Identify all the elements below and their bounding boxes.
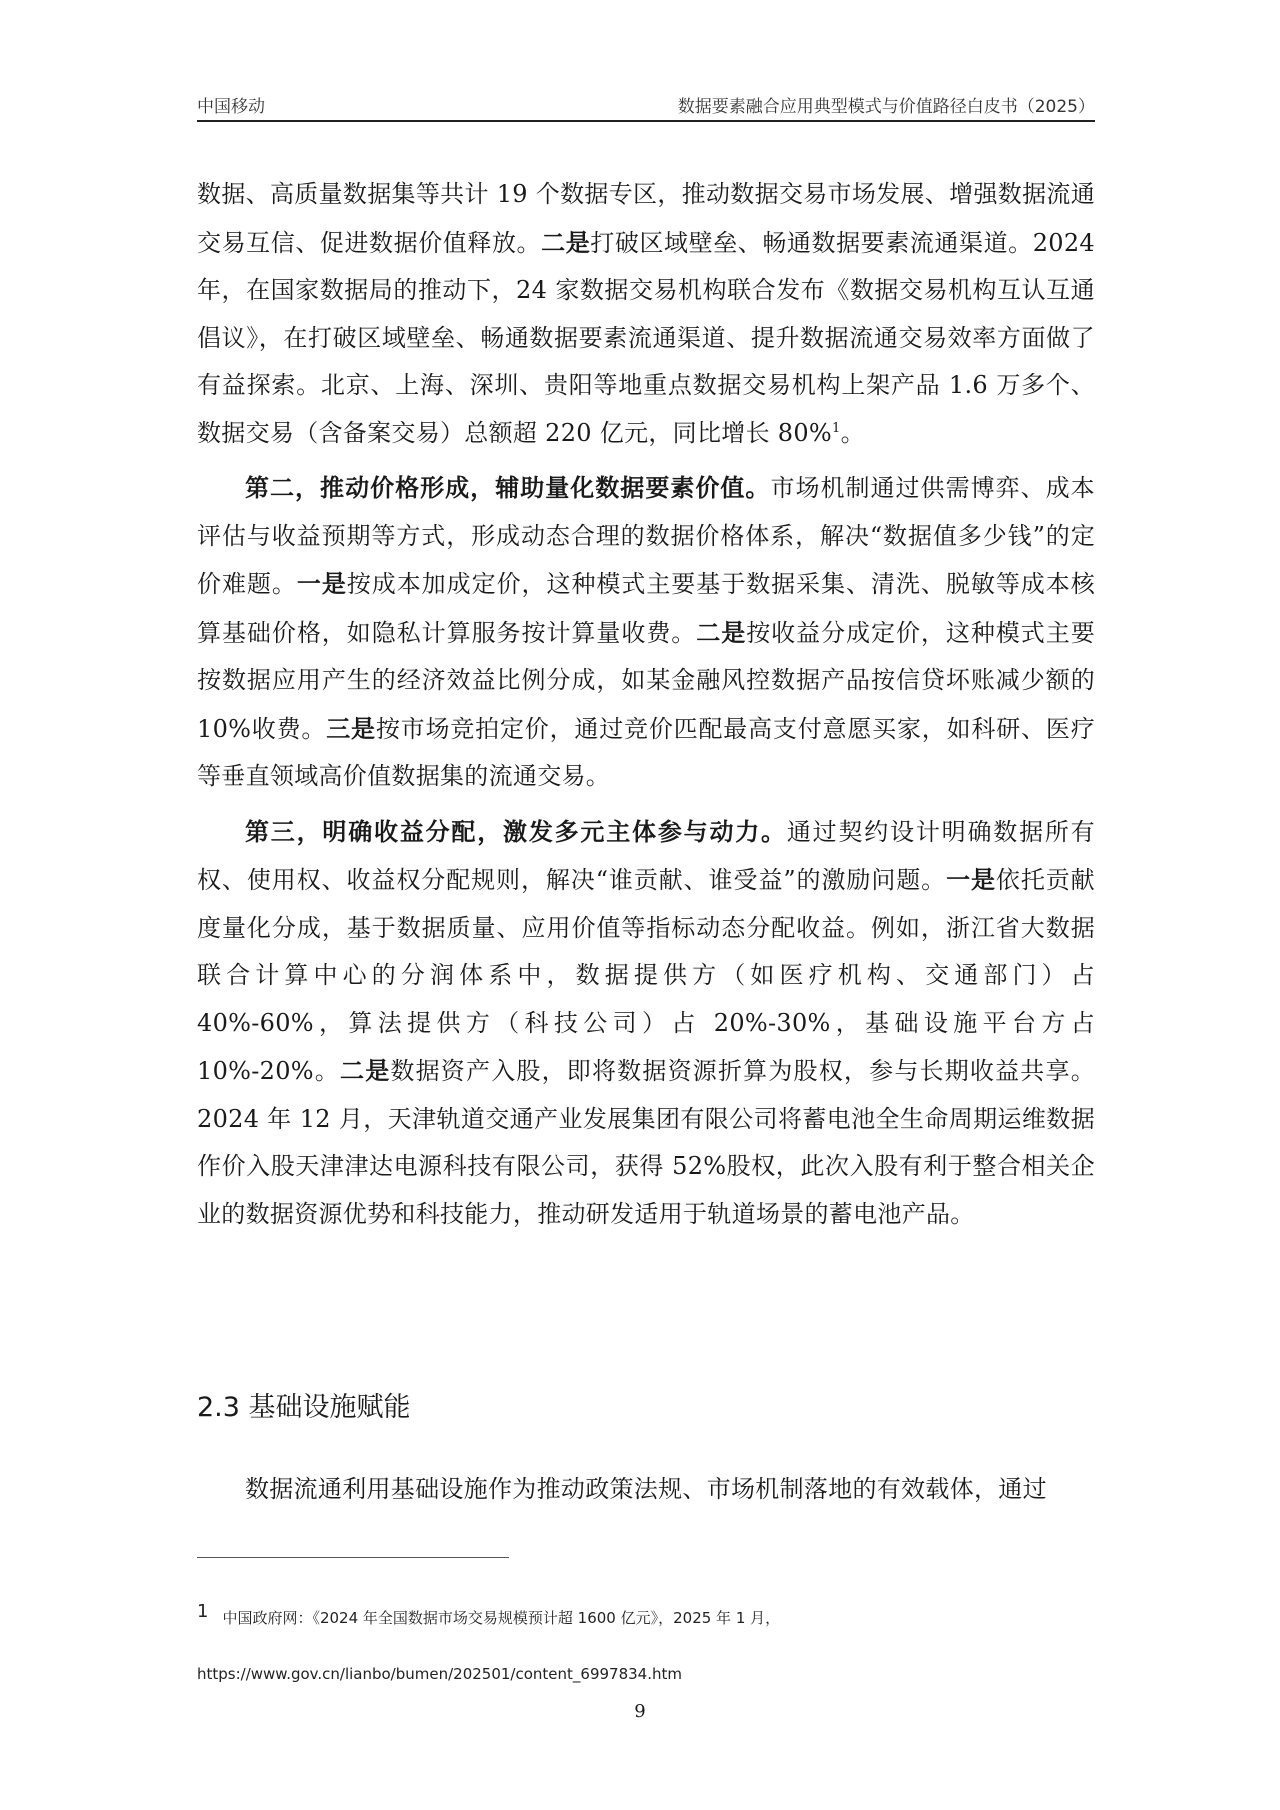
para3-text-b: 依托贡献度量化分成，基于数据质量、应用价值等指标动态分配收益。例如，浙江省大数据联合计算中心的分润体系中，数据提供方（如医疗机构、交通部门）占 40%-60%，算法提供方（科技公司）占 20%-30%，基础设施平台方占 10%-20%。 — [197, 866, 1095, 1085]
body-text — [197, 171, 1095, 1238]
section-heading: 2.3 基础设施赋能 — [197, 1392, 411, 1423]
para3-text-a: 通过契约设计明确数据所有权、使用权、收益权分配规则，解决“谁贡献、谁受益”的激励问题。 — [197, 817, 1095, 894]
footnote-reference: 1 — [832, 420, 841, 436]
footnote — [197, 1584, 1095, 1702]
para2-bold-c: 三是 — [326, 713, 376, 743]
para2-text-c: 按收益分成定价，这种模式主要按数据应用产生的经济效益比例分成，如某金融风控数据产品按信贷坏账减少额的 10%收费。 — [197, 618, 1095, 743]
header-right: 数据要素融合应用典型模式与价值路径白皮书（2025） — [677, 97, 1095, 117]
footnote-url[interactable]: https://www.gov.cn/lianbo/bumen/202501/content_6997834.htm — [197, 1665, 682, 1683]
page-number: 9 — [634, 1701, 646, 1722]
para3-lead: 第三，明确收益分配，激发多元主体参与动力。 — [245, 816, 787, 846]
footnote-mark: 1 — [197, 1601, 209, 1622]
section-first-line: 数据流通利用基础设施作为推动政策法规、市场机制落地的有效载体，通过 — [245, 1475, 1047, 1503]
para2-text-a: 市场机制通过供需博弈、成本评估与收益预期等方式，形成动态合理的数据价格体系，解决“数据值多少钱”的定价难题。 — [197, 474, 1095, 598]
header-rule — [197, 120, 1095, 122]
para2-lead: 第二，推动价格形成，辅助量化数据要素价值。 — [245, 473, 771, 502]
para2-text-b: 按成本加成定价，这种模式主要基于数据采集、清洗、脱敏等成本核算基础价格，如隐私计算服务按计算量收费。 — [197, 570, 1096, 647]
para3-bold-a: 一是 — [946, 865, 996, 894]
para1-text-end: 。 — [840, 418, 865, 447]
header-left: 中国移动 — [197, 97, 265, 117]
footnote-text: 中国政府网：《2024 年全国数据市场交易规模预计超 1600 亿元》，2025 年 1 月， — [222, 1609, 781, 1627]
paragraph-2 — [197, 464, 1095, 801]
page-header — [197, 92, 1095, 120]
para2-bold-b: 二是 — [696, 617, 747, 647]
paragraph-3 — [197, 808, 1095, 1239]
para1-text-b: 打破区域壁垒、畅通数据要素流通渠道。2024 年，在国家数据局的推动下，24 家数据交易机构联合发布《数据交易机构互认互通倡议》，在打破区域壁垒、畅通数据要素流通渠道、提升数据流通交易效率方面做了有益探索。北京、上海、深圳、贵阳等地重点数据交易机构上架产品 1.6 万多个、数据交易（含备案交易）总额超 220 亿元，同比增长 80% — [197, 228, 1096, 447]
para1-text-a: 数据、高质量数据集等共计 19 个数据专区，推动数据交易市场发展、增强数据流通交易互信、促进数据价值释放。 — [197, 180, 1095, 257]
footnote-rule — [197, 1557, 509, 1558]
footnote-line-1 — [197, 1584, 1095, 1646]
para2-bold-a: 一是 — [296, 569, 347, 598]
paragraph-1 — [197, 171, 1095, 457]
para3-bold-b: 二是 — [340, 1056, 391, 1085]
para3-text-c: 数据资产入股，即将数据资源折算为股权，参与长期收益共享。2024 年 12 月，天津轨道交通产业发展集团有限公司将蓄电池全生命周期运维数据作价入股天津津达电源科技有限公司，获得 52%股权，此次入股有利于整合相关企业的数据资源优势和科技能力，推动研发适用于轨道场景的蓄电池产品。 — [197, 1057, 1096, 1228]
para1-bold-a: 二是 — [541, 227, 591, 257]
para2-text-d: 按市场竞拍定价，通过竞价匹配最高支付意愿买家，如科研、医疗等垂直领域高价值数据集的流通交易。 — [197, 714, 1095, 790]
